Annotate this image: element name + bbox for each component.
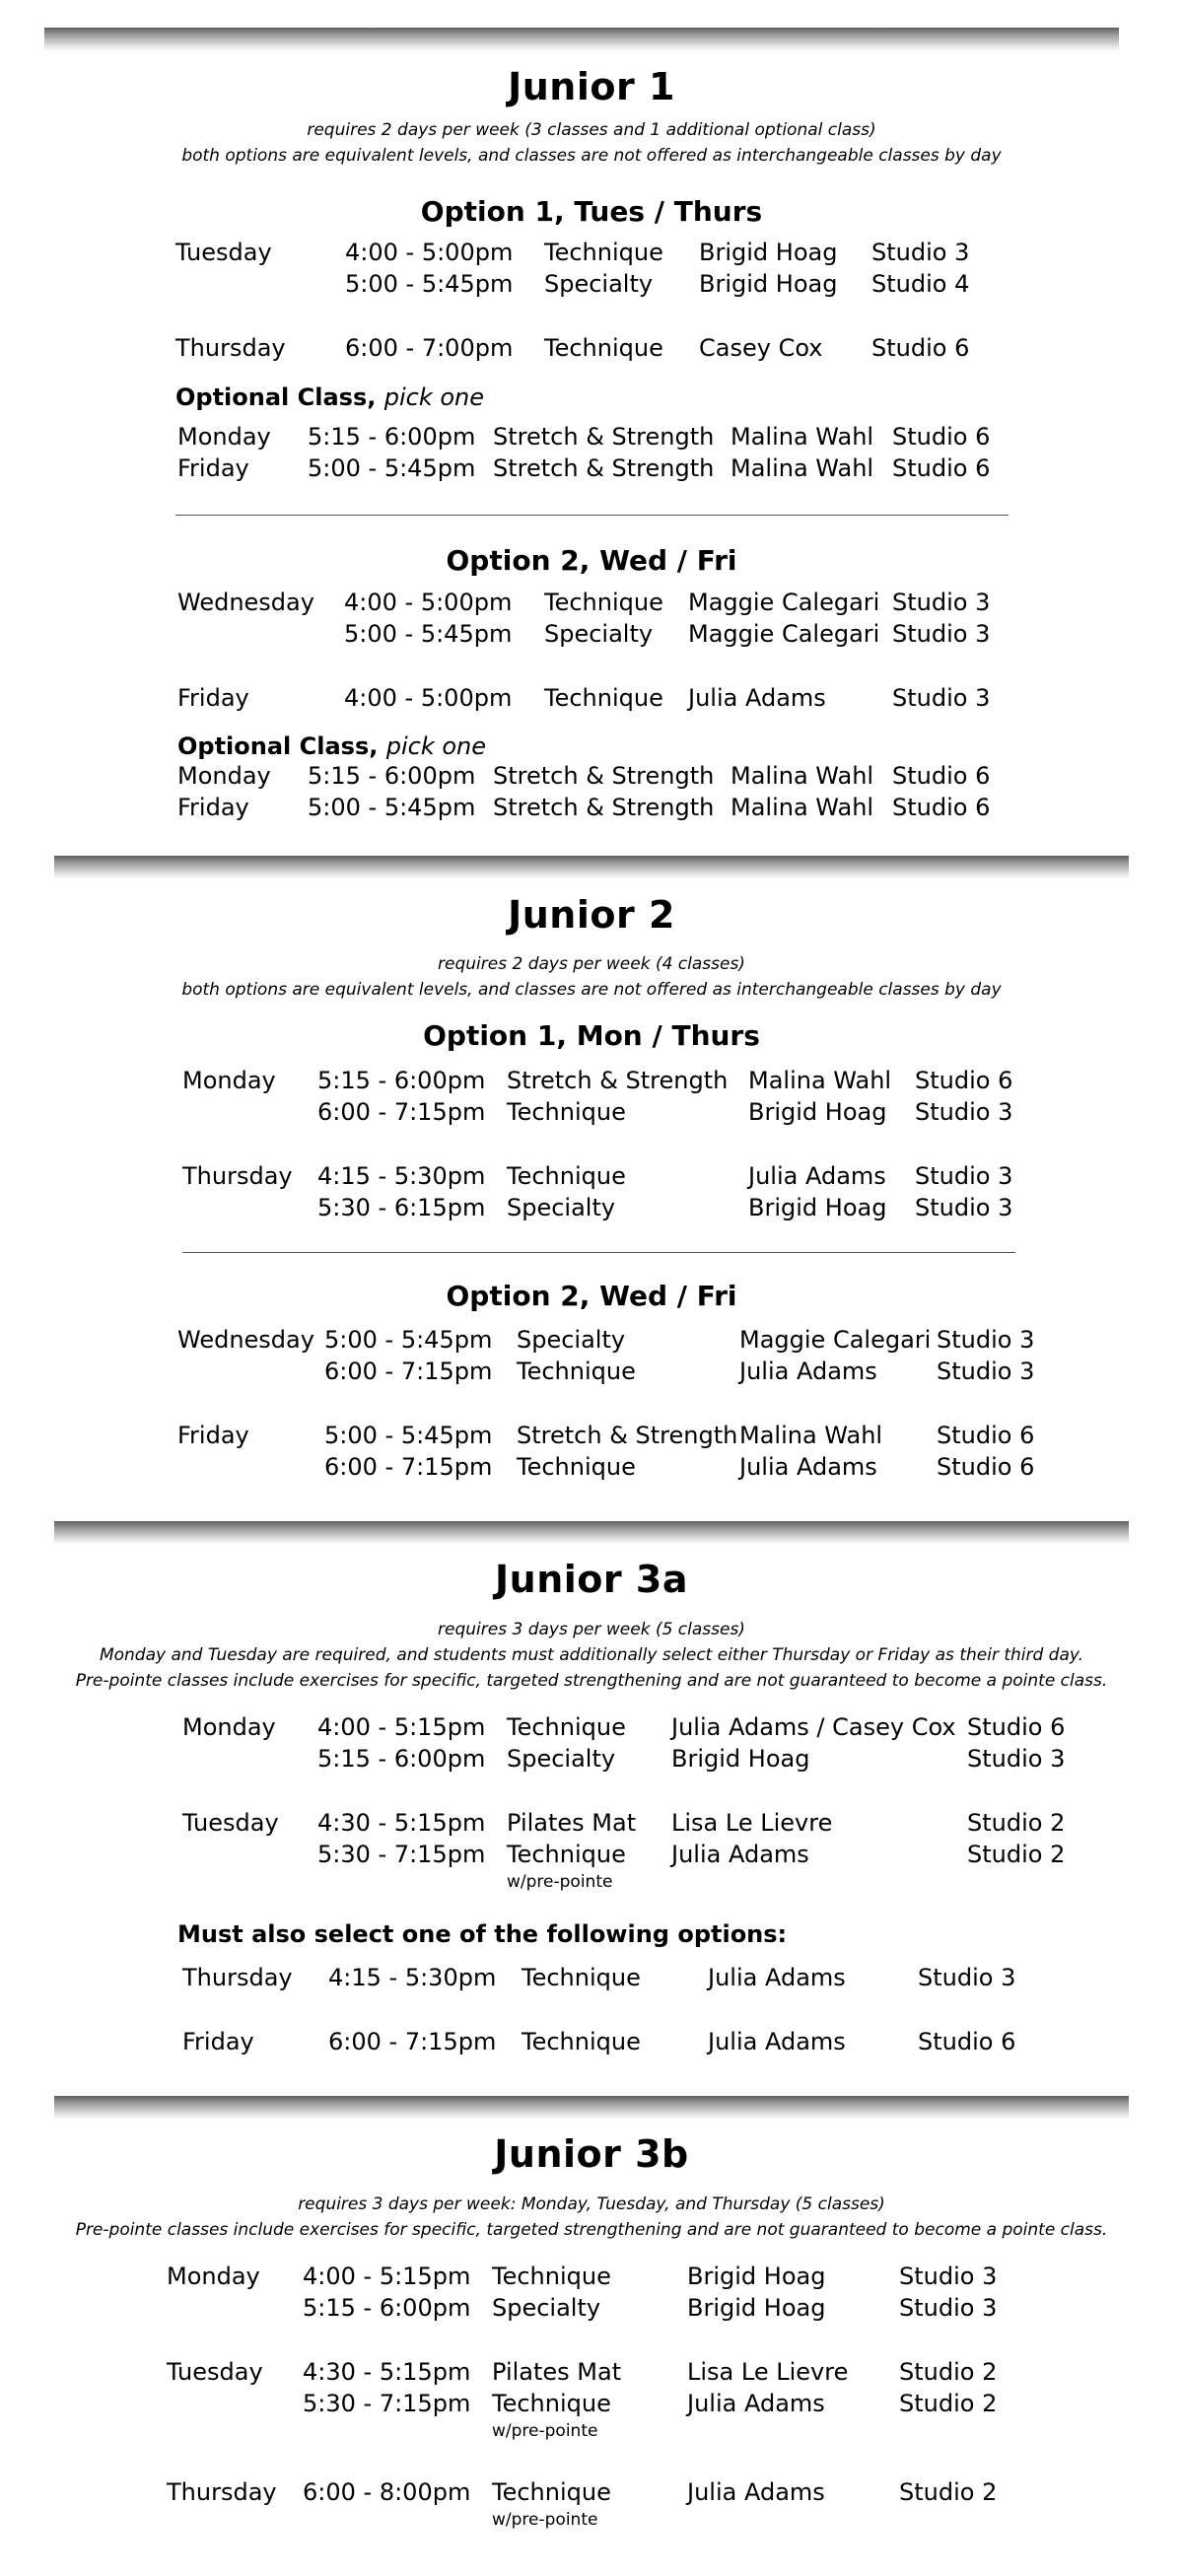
- time-cell: 6:00 - 7:00pm: [345, 334, 514, 362]
- studio-cell: Studio 3: [915, 1194, 1013, 1221]
- teacher-cell: Julia Adams: [748, 1162, 886, 1190]
- studio-cell: Studio 3: [899, 2294, 998, 2322]
- teacher-cell: Malina Wahl: [731, 423, 874, 451]
- teacher-cell: Maggie Calegari: [688, 589, 880, 616]
- teacher-cell: Lisa Le Lievre: [687, 2358, 849, 2386]
- day-cell: Monday: [182, 1067, 276, 1094]
- teacher-cell: Malina Wahl: [731, 454, 874, 482]
- day-cell: Wednesday: [177, 1326, 314, 1354]
- section-title-junior-1: Junior 1: [508, 65, 675, 108]
- teacher-cell: Julia Adams / Casey Cox: [671, 1713, 956, 1741]
- time-cell: 4:00 - 5:15pm: [317, 1713, 486, 1741]
- optional-class-hint: pick one: [385, 732, 487, 760]
- time-cell: 5:00 - 5:45pm: [308, 454, 476, 482]
- time-cell: 4:00 - 5:00pm: [344, 684, 513, 712]
- class-cell: Specialty: [544, 620, 654, 648]
- section-note: Monday and Tuesday are required, and students must additionally select either Thursday or Friday as their third day.: [99, 1645, 1084, 1665]
- class-cell: Technique: [544, 589, 663, 616]
- studio-cell: Studio 6: [892, 794, 991, 821]
- time-cell: 5:00 - 5:45pm: [308, 794, 476, 821]
- teacher-cell: Julia Adams: [687, 2478, 825, 2506]
- day-cell: Friday: [177, 684, 249, 712]
- studio-cell: Studio 3: [918, 1964, 1016, 1991]
- optional-class-hint: pick one: [383, 383, 485, 411]
- time-cell: 4:00 - 5:00pm: [345, 239, 514, 266]
- teacher-cell: Julia Adams: [688, 684, 826, 712]
- studio-cell: Studio 2: [967, 1809, 1066, 1837]
- studio-cell: Studio 6: [937, 1453, 1035, 1481]
- studio-cell: Studio 3: [967, 1745, 1066, 1773]
- section-divider-bar: [54, 856, 1129, 879]
- studio-cell: Studio 3: [899, 2263, 998, 2290]
- time-cell: 4:30 - 5:15pm: [303, 2358, 471, 2386]
- class-cell: Specialty: [492, 2294, 601, 2322]
- studio-cell: Studio 3: [915, 1098, 1013, 1126]
- section-divider-bar: [54, 1521, 1129, 1545]
- class-cell: Technique: [522, 2028, 641, 2055]
- time-cell: 4:30 - 5:15pm: [317, 1809, 486, 1837]
- section-divider-bar: [54, 2096, 1129, 2120]
- time-cell: 4:15 - 5:30pm: [317, 1162, 486, 1190]
- optional-class-label: Optional Class,: [175, 383, 377, 411]
- time-cell: 6:00 - 7:15pm: [324, 1453, 493, 1481]
- studio-cell: Studio 3: [892, 620, 991, 648]
- optional-class-heading: [177, 732, 486, 760]
- class-cell: Technique: [507, 1162, 626, 1190]
- class-cell: Pilates Mat: [492, 2358, 622, 2386]
- studio-cell: Studio 6: [915, 1067, 1013, 1094]
- class-cell: Technique: [492, 2390, 611, 2417]
- teacher-cell: Malina Wahl: [731, 762, 874, 790]
- day-cell: Friday: [177, 794, 249, 821]
- class-cell: Stretch & Strength: [517, 1422, 738, 1449]
- time-cell: 6:00 - 8:00pm: [303, 2478, 471, 2506]
- class-cell: Pilates Mat: [507, 1809, 637, 1837]
- option-heading: Option 2, Wed / Fri: [446, 544, 737, 577]
- teacher-cell: Malina Wahl: [731, 794, 874, 821]
- option-heading: Option 1, Tues / Thurs: [420, 195, 763, 228]
- time-cell: 5:15 - 6:00pm: [317, 1067, 486, 1094]
- optional-class-label: Optional Class,: [177, 732, 379, 760]
- time-cell: 5:00 - 5:45pm: [345, 270, 514, 298]
- studio-cell: Studio 3: [937, 1358, 1035, 1385]
- day-cell: Tuesday: [182, 1809, 279, 1837]
- time-cell: 5:15 - 6:00pm: [303, 2294, 471, 2322]
- teacher-cell: Brigid Hoag: [699, 270, 838, 298]
- teacher-cell: Julia Adams: [708, 1964, 846, 1991]
- studio-cell: Studio 6: [892, 762, 991, 790]
- section-title-junior-3a: Junior 3a: [495, 1558, 688, 1601]
- studio-cell: Studio 3: [892, 589, 991, 616]
- teacher-cell: Julia Adams: [671, 1841, 809, 1868]
- time-cell: 6:00 - 7:15pm: [317, 1098, 486, 1126]
- time-cell: 5:15 - 6:00pm: [308, 423, 476, 451]
- teacher-cell: Malina Wahl: [739, 1422, 883, 1449]
- teacher-cell: Brigid Hoag: [671, 1745, 810, 1773]
- teacher-cell: Brigid Hoag: [748, 1194, 887, 1221]
- class-cell: Specialty: [507, 1745, 616, 1773]
- time-cell: 4:00 - 5:00pm: [344, 589, 513, 616]
- day-cell: Thursday: [175, 334, 286, 362]
- teacher-cell: Julia Adams: [739, 1453, 877, 1481]
- class-cell: Stretch & Strength: [507, 1067, 729, 1094]
- day-cell: Friday: [182, 2028, 254, 2055]
- section-title-junior-2: Junior 2: [508, 893, 675, 937]
- teacher-cell: Lisa Le Lievre: [671, 1809, 833, 1837]
- studio-cell: Studio 6: [892, 454, 991, 482]
- section-note: Pre-pointe classes include exercises for specific, targeted strengthening and are not guaranteed to become a pointe class.: [75, 1671, 1108, 1691]
- class-cell: Specialty: [517, 1326, 626, 1354]
- studio-cell: Studio 6: [937, 1422, 1035, 1449]
- studio-cell: Studio 6: [871, 334, 970, 362]
- teacher-cell: Maggie Calegari: [688, 620, 880, 648]
- day-cell: Thursday: [182, 1162, 293, 1190]
- option-heading: Option 2, Wed / Fri: [446, 1280, 737, 1312]
- studio-cell: Studio 3: [915, 1162, 1013, 1190]
- section-title-junior-3b: Junior 3b: [494, 2132, 689, 2176]
- optional-class-heading: [175, 383, 484, 411]
- class-cell: Technique: [517, 1453, 636, 1481]
- day-cell: Friday: [177, 1422, 249, 1449]
- teacher-cell: Julia Adams: [739, 1358, 877, 1385]
- class-cell: Technique: [507, 1841, 626, 1868]
- time-cell: 6:00 - 7:15pm: [324, 1358, 493, 1385]
- time-cell: 5:00 - 5:45pm: [324, 1422, 493, 1449]
- day-cell: Thursday: [167, 2478, 277, 2506]
- studio-cell: Studio 4: [871, 270, 970, 298]
- class-cell: Technique: [492, 2263, 611, 2290]
- teacher-cell: Julia Adams: [687, 2390, 825, 2417]
- class-cell: Specialty: [507, 1194, 616, 1221]
- day-cell: Tuesday: [167, 2358, 263, 2386]
- class-cell: Technique: [522, 1964, 641, 1991]
- time-cell: 5:30 - 6:15pm: [317, 1194, 486, 1221]
- time-cell: 5:30 - 7:15pm: [303, 2390, 471, 2417]
- day-cell: Monday: [167, 2263, 260, 2290]
- class-cell: Stretch & Strength: [493, 794, 715, 821]
- section-note: requires 2 days per week (4 classes): [438, 954, 745, 974]
- day-cell: Wednesday: [177, 589, 314, 616]
- time-cell: 5:00 - 5:45pm: [324, 1326, 493, 1354]
- studio-cell: Studio 6: [967, 1713, 1066, 1741]
- time-cell: 5:15 - 6:00pm: [308, 762, 476, 790]
- section-note: requires 3 days per week: Monday, Tuesday, and Thursday (5 classes): [298, 2194, 885, 2214]
- section-note: both options are equivalent levels, and classes are not offered as interchangeable classes by day: [181, 980, 1002, 1000]
- time-cell: 6:00 - 7:15pm: [328, 2028, 497, 2055]
- section-note: requires 3 days per week (5 classes): [438, 1620, 745, 1639]
- time-cell: 5:30 - 7:15pm: [317, 1841, 486, 1868]
- class-cell: Technique: [517, 1358, 636, 1385]
- studio-cell: Studio 2: [899, 2358, 998, 2386]
- pre-pointe-note: w/pre-pointe: [492, 2421, 598, 2441]
- class-cell: Stretch & Strength: [493, 454, 715, 482]
- section-note: Pre-pointe classes include exercises for specific, targeted strengthening and are not guaranteed to become a pointe class.: [75, 2220, 1108, 2240]
- class-cell: Technique: [507, 1713, 626, 1741]
- studio-cell: Studio 6: [892, 423, 991, 451]
- class-cell: Technique: [544, 239, 663, 266]
- day-cell: Tuesday: [175, 239, 272, 266]
- pre-pointe-note: w/pre-pointe: [507, 1872, 613, 1892]
- class-cell: Specialty: [544, 270, 654, 298]
- teacher-cell: Casey Cox: [699, 334, 823, 362]
- studio-cell: Studio 3: [871, 239, 970, 266]
- section-divider-bar: [44, 28, 1119, 51]
- day-cell: Thursday: [182, 1964, 293, 1991]
- section-note: requires 2 days per week (3 classes and 1 additional optional class): [307, 120, 876, 140]
- class-cell: Stretch & Strength: [493, 762, 715, 790]
- must-select-heading: Must also select one of the following options:: [177, 1920, 788, 1948]
- studio-cell: Studio 3: [892, 684, 991, 712]
- studio-cell: Studio 2: [899, 2478, 998, 2506]
- day-cell: Monday: [182, 1713, 276, 1741]
- pre-pointe-note: w/pre-pointe: [492, 2510, 598, 2530]
- day-cell: Monday: [177, 423, 271, 451]
- teacher-cell: Brigid Hoag: [699, 239, 838, 266]
- time-cell: 5:00 - 5:45pm: [344, 620, 513, 648]
- day-cell: Friday: [177, 454, 249, 482]
- day-cell: Monday: [177, 762, 271, 790]
- option-divider: [182, 1252, 1015, 1253]
- teacher-cell: Julia Adams: [708, 2028, 846, 2055]
- teacher-cell: Maggie Calegari: [739, 1326, 932, 1354]
- class-cell: Stretch & Strength: [493, 423, 715, 451]
- time-cell: 4:15 - 5:30pm: [328, 1964, 497, 1991]
- class-cell: Technique: [492, 2478, 611, 2506]
- studio-cell: Studio 2: [967, 1841, 1066, 1868]
- class-cell: Technique: [544, 684, 663, 712]
- class-cell: Technique: [507, 1098, 626, 1126]
- option-divider: [175, 515, 1009, 516]
- section-note: both options are equivalent levels, and classes are not offered as interchangeable classes by day: [181, 146, 1002, 166]
- class-cell: Technique: [544, 334, 663, 362]
- time-cell: 4:00 - 5:15pm: [303, 2263, 471, 2290]
- studio-cell: Studio 2: [899, 2390, 998, 2417]
- option-heading: Option 1, Mon / Thurs: [423, 1019, 760, 1052]
- time-cell: 5:15 - 6:00pm: [317, 1745, 486, 1773]
- studio-cell: Studio 6: [918, 2028, 1016, 2055]
- teacher-cell: Brigid Hoag: [687, 2263, 826, 2290]
- studio-cell: Studio 3: [937, 1326, 1035, 1354]
- teacher-cell: Brigid Hoag: [687, 2294, 826, 2322]
- teacher-cell: Brigid Hoag: [748, 1098, 887, 1126]
- teacher-cell: Malina Wahl: [748, 1067, 892, 1094]
